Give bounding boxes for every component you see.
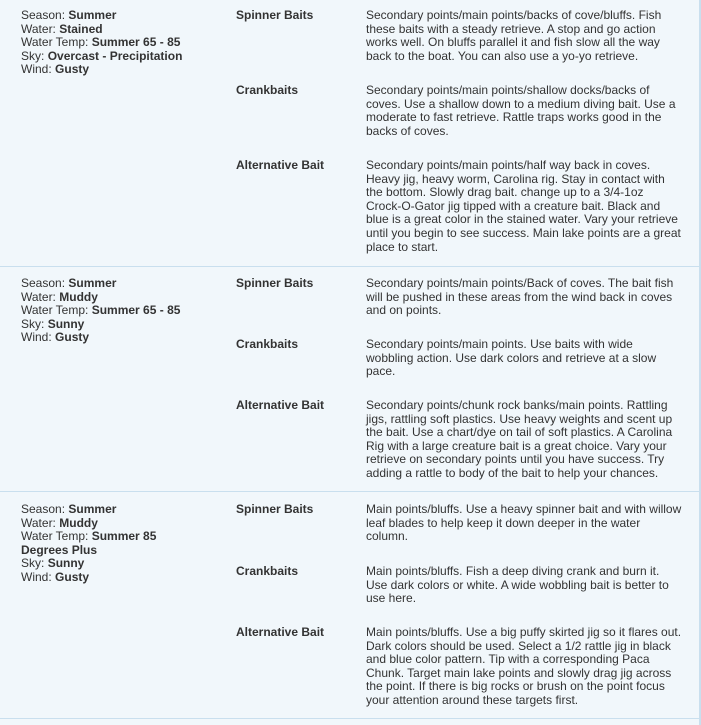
wind-line: Wind: Gusty — [21, 330, 90, 345]
conditions — [21, 503, 201, 585]
bait-name: Alternative Bait — [236, 625, 325, 639]
sky-line: Sky: Sunny — [21, 556, 85, 571]
bait-name: Alternative Bait — [236, 158, 325, 172]
bait-name: Spinner Baits — [236, 276, 314, 290]
conditions — [21, 9, 201, 77]
bait-description: Secondary points/main points/shallow docks/backs of coves. Use a shallow down to a medium diving bait. Use a moderate to fast retrieve. Rattle traps works good in the backs of coves. — [366, 83, 676, 138]
bait-name: Spinner Baits — [236, 502, 314, 516]
bait-description: Secondary points/chunk rock banks/main points. Rattling jigs, rattling soft plastics. Use heavy weights and scent up the bait. Use a chart/dye on tail of soft plastics. A Carolina Rig with a large creature bait is a great choice. Vary your retrieve on secondary points until you have success. Try adding a rattle to body of the bait to help your chances. — [366, 398, 673, 480]
condition-block — [0, 267, 701, 492]
bait-name: Crankbaits — [236, 564, 299, 578]
next-block-edge — [0, 719, 701, 725]
temp-line: Water Temp: Summer 85 Degrees Plus — [21, 529, 157, 557]
water-line: Water: Muddy — [21, 289, 98, 304]
wind-line: Wind: Gusty — [21, 569, 90, 584]
temp-line: Water Temp: Summer 65 - 85 — [21, 35, 181, 50]
bait-description: Main points/bluffs. Use a big puffy skirted jig so it flares out. Dark colors should be used. Select a 1/2 rattle jig in black and blue color pattern. Tip with a corresponding Paca Chunk. Target main lake points and slowly drag jig across the point. If there is big rocks or brush on the point focus your attention around these targets first. — [366, 625, 682, 707]
wind-line: Wind: Gusty — [21, 62, 90, 77]
sky-line: Sky: Overcast - Precipitation — [21, 48, 183, 63]
sky-line: Sky: Sunny — [21, 316, 85, 331]
condition-block — [0, 0, 701, 267]
bait-name: Spinner Baits — [236, 8, 314, 22]
bait-name: Alternative Bait — [236, 398, 325, 412]
bait-name: Crankbaits — [236, 337, 299, 351]
water-line: Water: Muddy — [21, 515, 98, 530]
conditions — [21, 277, 201, 345]
bait-description: Secondary points/main points/half way back in coves. Heavy jig, heavy worm, Carolina rig. Stay in contact with the bottom. Slowly drag bait. change up to a 3/4-1oz Crock-O-Gator jig tipped with a creature bait. Black and blue is a great color in the stained water. Vary your retrieve until you begin to see success. Main lake points are a great place to start. — [366, 158, 681, 254]
condition-block — [0, 492, 701, 719]
temp-line: Water Temp: Summer 65 - 85 — [21, 303, 181, 318]
bait-description: Secondary points/main points/backs of cove/bluffs. Fish these baits with a steady retrieve. A stop and go action works well. On bluffs parallel it and fish slow all the way back to the boat. You can also use a yo-yo retrieve. — [366, 8, 662, 63]
season-line: Season: Summer — [21, 8, 117, 22]
bait-name: Crankbaits — [236, 83, 299, 97]
bait-description: Main points/bluffs. Fish a deep diving crank and burn it. Use dark colors or white. A wide wobbling bait is better to use here. — [366, 564, 669, 606]
season-line: Season: Summer — [21, 502, 117, 516]
bait-description: Secondary points/main points/Back of coves. The bait fish will be pushed in these areas from the wind back in coves and on points. — [366, 276, 674, 318]
season-line: Season: Summer — [21, 276, 117, 290]
bait-description: Main points/bluffs. Use a heavy spinner bait and with willow leaf blades to help keep it down deeper in the water column. — [366, 502, 682, 544]
water-line: Water: Stained — [21, 21, 103, 36]
bait-description: Secondary points/main points. Use baits with wide wobbling action. Use dark colors and retrieve at a slow pace. — [366, 337, 657, 379]
